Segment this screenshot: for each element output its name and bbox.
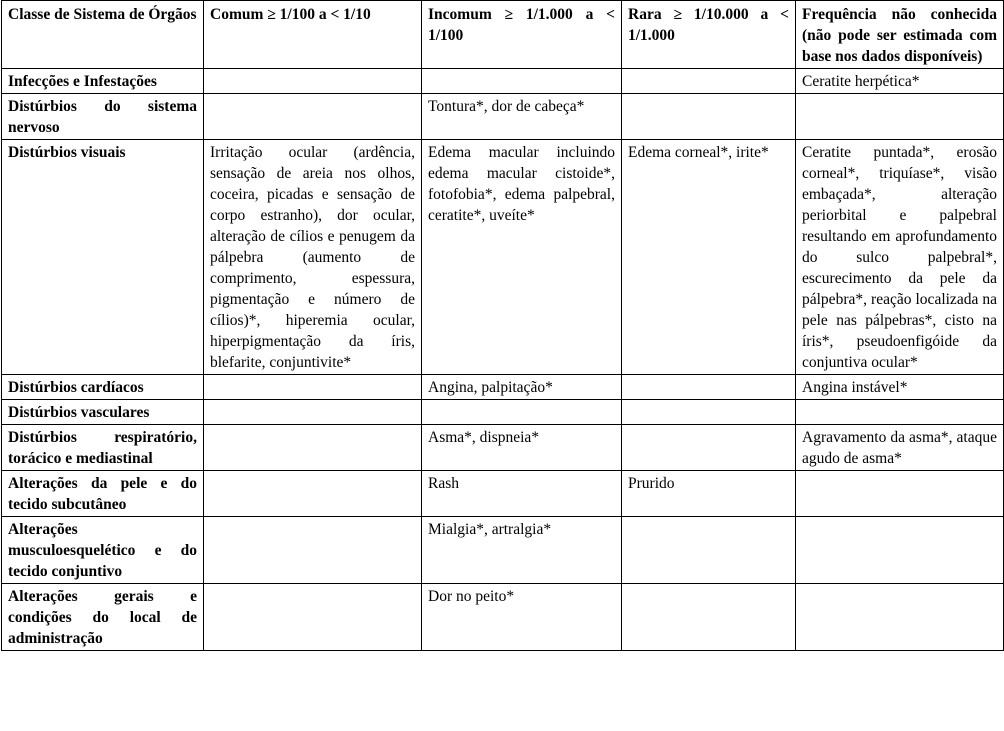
rare-cell bbox=[622, 400, 796, 425]
common-cell bbox=[204, 471, 422, 517]
unknown-cell: Angina instável* bbox=[796, 375, 1004, 400]
organ-class-cell: Alterações da pele e do tecido subcutâneo bbox=[2, 471, 204, 517]
uncommon-cell bbox=[422, 400, 622, 425]
common-cell bbox=[204, 69, 422, 94]
common-cell bbox=[204, 400, 422, 425]
unknown-cell: Ceratite herpética* bbox=[796, 69, 1004, 94]
uncommon-cell: Asma*, dispneia* bbox=[422, 425, 622, 471]
header-organ-class: Classe de Sistema de Órgãos bbox=[2, 1, 204, 69]
unknown-cell bbox=[796, 471, 1004, 517]
adverse-reactions-table bbox=[1, 0, 1004, 651]
common-cell bbox=[204, 425, 422, 471]
common-cell bbox=[204, 584, 422, 651]
header-rare: Rara ≥ 1/10.000 a < 1/1.000 bbox=[622, 1, 796, 69]
common-cell bbox=[204, 94, 422, 140]
uncommon-cell: Edema macular incluindo edema macular cistoide*, fotofobia*, edema palpebral, ceratite*, uveíte* bbox=[422, 140, 622, 375]
table-row bbox=[2, 471, 1004, 517]
rare-cell bbox=[622, 517, 796, 584]
uncommon-cell: Rash bbox=[422, 471, 622, 517]
common-cell bbox=[204, 517, 422, 584]
uncommon-cell: Angina, palpitação* bbox=[422, 375, 622, 400]
unknown-cell bbox=[796, 94, 1004, 140]
organ-class-cell: Distúrbios respiratório, torácico e mediastinal bbox=[2, 425, 204, 471]
rare-cell: Prurido bbox=[622, 471, 796, 517]
organ-class-cell: Alterações gerais e condições do local de administração bbox=[2, 584, 204, 651]
organ-class-cell: Distúrbios do sistema nervoso bbox=[2, 94, 204, 140]
table-row bbox=[2, 584, 1004, 651]
header-common: Comum ≥ 1/100 a < 1/10 bbox=[204, 1, 422, 69]
rare-cell bbox=[622, 69, 796, 94]
rare-cell bbox=[622, 425, 796, 471]
table-row bbox=[2, 425, 1004, 471]
organ-class-cell: Distúrbios vasculares bbox=[2, 400, 204, 425]
uncommon-cell: Mialgia*, artralgia* bbox=[422, 517, 622, 584]
header-row bbox=[2, 1, 1004, 69]
unknown-cell bbox=[796, 400, 1004, 425]
uncommon-cell: Dor no peito* bbox=[422, 584, 622, 651]
table-row bbox=[2, 140, 1004, 375]
header-uncommon: Incomum ≥ 1/1.000 a < 1/100 bbox=[422, 1, 622, 69]
unknown-cell: Ceratite puntada*, erosão corneal*, triquíase*, visão embaçada*, alteração periorbital e palpebral resultando em aprofundamento do sulco palpebral*, escurecimento da pele da pálpebra*, reação localizada na pele nas pálpebras*, cisto na íris*, pseudoenfigóide da conjuntiva ocular* bbox=[796, 140, 1004, 375]
rare-cell: Edema corneal*, irite* bbox=[622, 140, 796, 375]
organ-class-cell: Distúrbios visuais bbox=[2, 140, 204, 375]
organ-class-cell: Alterações musculoesquelético e do tecido conjuntivo bbox=[2, 517, 204, 584]
header-unknown: Frequência não conhecida (não pode ser estimada com base nos dados disponíveis) bbox=[796, 1, 1004, 69]
organ-class-cell: Infecções e Infestações bbox=[2, 69, 204, 94]
table-row bbox=[2, 94, 1004, 140]
table-row bbox=[2, 375, 1004, 400]
table-row bbox=[2, 517, 1004, 584]
unknown-cell bbox=[796, 517, 1004, 584]
uncommon-cell bbox=[422, 69, 622, 94]
table-row bbox=[2, 69, 1004, 94]
unknown-cell bbox=[796, 584, 1004, 651]
rare-cell bbox=[622, 375, 796, 400]
rare-cell bbox=[622, 94, 796, 140]
organ-class-cell: Distúrbios cardíacos bbox=[2, 375, 204, 400]
common-cell: Irritação ocular (ardência, sensação de areia nos olhos, coceira, picadas e sensação de corpo estranho), dor ocular, alteração de cílios e penugem da pálpebra (aumento de comprimento, espessura, pigmentação e número de cílios)*, hiperemia ocular, hiperpigmentação da íris, blefarite, conjuntivite* bbox=[204, 140, 422, 375]
unknown-cell: Agravamento da asma*, ataque agudo de asma* bbox=[796, 425, 1004, 471]
uncommon-cell: Tontura*, dor de cabeça* bbox=[422, 94, 622, 140]
rare-cell bbox=[622, 584, 796, 651]
table-row bbox=[2, 400, 1004, 425]
common-cell bbox=[204, 375, 422, 400]
